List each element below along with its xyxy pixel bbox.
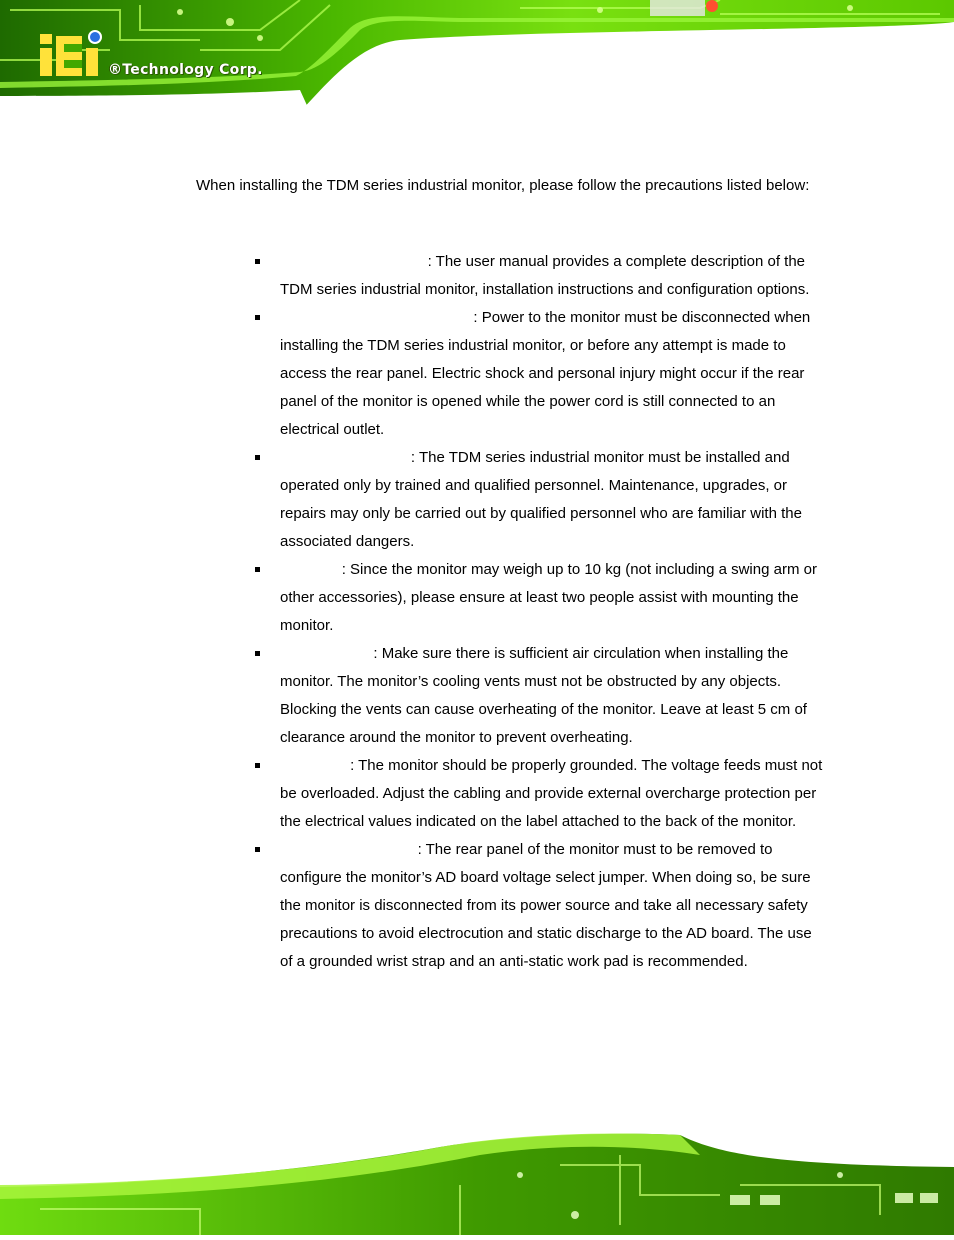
bullet-square-icon <box>255 567 260 572</box>
precaution-text: : Make sure there is sufficient air circulation when installing the monitor. The monitor’s cooling vents must not be obstructed by any objects. Blocking the vents can cause overheating of the monitor. Leave at least 5 cm of clearance around the monitor to prevent overheating. <box>280 645 807 746</box>
header-banner <box>0 0 954 112</box>
bullet-square-icon <box>255 315 260 320</box>
precaution-qualified-personnel <box>255 444 825 556</box>
precaution-grounding <box>255 752 825 836</box>
precaution-text: : The TDM series industrial monitor must be installed and operated only by trained and qualified personnel. Maintenance, upgrades, or repairs may only be carried out by qualified personnel who are familiar with the associated dangers. <box>280 449 802 550</box>
precaution-term <box>280 253 428 270</box>
precaution-disconnect-power <box>255 304 825 444</box>
iei-logo <box>38 28 108 83</box>
precaution-term <box>280 309 473 326</box>
precaution-term <box>280 449 411 466</box>
bullet-square-icon <box>255 763 260 768</box>
iei-logo-mark <box>38 28 108 78</box>
footer-banner <box>0 1125 954 1235</box>
pcb-footer-graphic <box>0 1125 954 1235</box>
precaution-anti-static <box>255 836 825 976</box>
bullet-square-icon <box>255 259 260 264</box>
precaution-term <box>280 841 418 858</box>
bullet-square-icon <box>255 847 260 852</box>
bullet-square-icon <box>255 455 260 460</box>
precaution-mounting <box>255 556 825 640</box>
precautions-list <box>255 248 825 976</box>
precaution-term <box>280 757 350 774</box>
precaution-text: : The rear panel of the monitor must to be removed to configure the monitor’s AD board voltage select jumper. When doing so, be sure the monitor is disconnected from its power source and take all necessary safety precautions to avoid electrocution and static discharge to the AD board. The use of a grounded wrist strap and an anti-static work pad is recommended. <box>280 841 812 970</box>
pcb-header-graphic <box>0 0 954 112</box>
company-name: ®Technology Corp. <box>108 62 263 78</box>
precaution-text: : Power to the monitor must be disconnected when installing the TDM series industrial monitor, or before any attempt is made to access the rear panel. Electric shock and personal injury might occur if the rear panel of the monitor is opened while the power cord is still connected to an electrical outlet. <box>280 309 811 438</box>
precaution-air-circulation <box>255 640 825 752</box>
precaution-text: : The user manual provides a complete description of the TDM series industrial monitor, installation instructions and configuration options. <box>280 253 810 298</box>
precaution-text: : Since the monitor may weigh up to 10 kg (not including a swing arm or other accessories), please ensure at least two people assist with mounting the monitor. <box>280 561 817 634</box>
intro-paragraph: When installing the TDM series industrial monitor, please follow the precautions listed below: <box>196 177 810 194</box>
bullet-square-icon <box>255 651 260 656</box>
precaution-read-manual <box>255 248 825 304</box>
precaution-term <box>280 645 373 662</box>
precaution-text: : The monitor should be properly grounded. The voltage feeds must not be overloaded. Adjust the cabling and provide external overcharge protection per the electrical values indicated on the label attached to the back of the monitor. <box>280 757 823 830</box>
precaution-term <box>280 561 342 578</box>
